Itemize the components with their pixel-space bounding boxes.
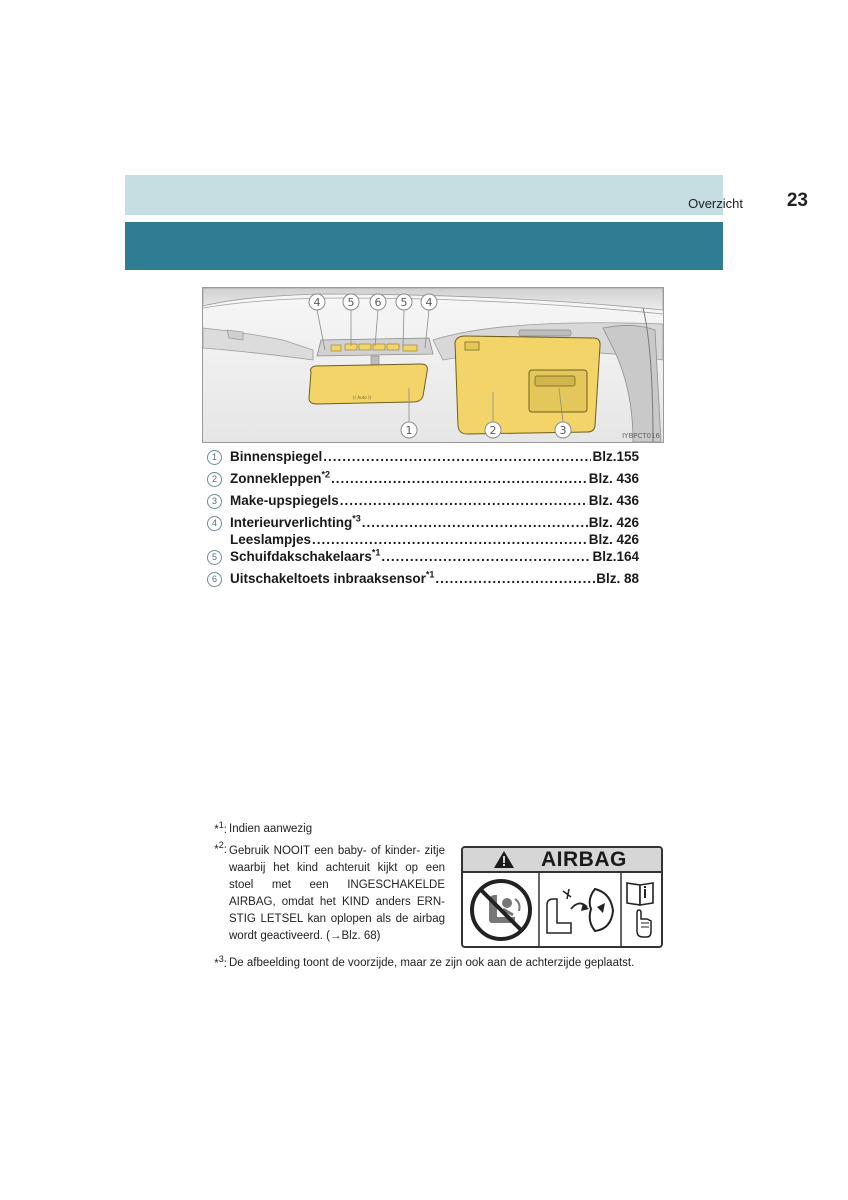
callout-3: 3 <box>559 424 567 437</box>
component-legend <box>207 446 639 590</box>
legend-item <box>207 468 639 490</box>
footnote-mark: *$^1$: <box>214 820 227 836</box>
header-section-title: Overzicht <box>688 196 743 211</box>
footnote-mark: *$^3$: <box>214 954 227 970</box>
legend-footnote-ref: *2 <box>321 469 331 480</box>
leader-dots <box>323 446 591 468</box>
airbag-label-body <box>463 873 661 946</box>
airbag-deploy-seat-icon <box>547 889 613 933</box>
page-reference[interactable]: Blz. 426 <box>588 532 639 547</box>
footnote-text: Gebruik NOOIT een baby- of kinder- zitje waarbij het kind achteruit kijkt op een stoel met een INGESCHAKELDE AIRBAG, omdat het KIND anders ERN- STIG LETSEL kan oplopen als de airbag wordt geactiveerd. (→Blz. 68) <box>229 845 445 942</box>
callout-1: 1 <box>405 424 413 437</box>
page-number: 23 <box>786 190 808 211</box>
airbag-label-pictograms <box>463 873 661 946</box>
legend-number: 4 <box>207 516 222 531</box>
legend-label: Zonnekleppen <box>230 471 322 486</box>
read-manual-book-icon <box>627 883 653 937</box>
legend-number: 3 <box>207 494 222 509</box>
page-reference[interactable]: Blz.164 <box>592 549 639 564</box>
legend-number: 5 <box>207 550 222 565</box>
legend-number: 1 <box>207 450 222 465</box>
svg-text:(( Auto )): (( Auto )) <box>353 395 372 400</box>
footnote-mark: *$^2$: <box>214 840 227 856</box>
page-reference[interactable]: Blz. 88 <box>596 571 639 586</box>
legend-label: Leeslampjes <box>230 532 312 547</box>
page-reference[interactable]: Blz.155 <box>592 449 639 464</box>
leader-dots <box>381 546 591 568</box>
page-reference[interactable]: Blz. 436 <box>588 471 639 486</box>
header-bar <box>125 175 723 215</box>
airbag-label-header <box>463 848 661 873</box>
leader-dots <box>340 490 588 512</box>
airbag-label-word: AIRBAG <box>541 848 627 871</box>
legend-item <box>207 568 639 590</box>
legend-item <box>207 529 639 546</box>
warning-triangle-icon <box>491 848 517 871</box>
legend-number: 2 <box>207 472 222 487</box>
illustration-drawing <box>203 288 663 442</box>
no-rear-facing-child-seat-icon <box>472 881 530 939</box>
page-reference[interactable]: Blz. 426 <box>588 515 639 530</box>
legend-footnote-ref: *1 <box>425 569 435 580</box>
airbag-warning-label <box>461 846 663 948</box>
page-reference[interactable]: Blz. 436 <box>588 493 639 508</box>
footnote-text: Indien aanwezig <box>229 823 313 835</box>
legend-label: Schuifdakschakelaars <box>230 549 372 564</box>
legend-label: Uitschakeltoets inbraaksensor <box>230 571 426 586</box>
legend-item <box>207 546 639 568</box>
image-code: IYBPCT016 <box>622 432 660 440</box>
legend-label: Binnenspiegel <box>230 449 323 464</box>
leader-dots <box>435 568 595 590</box>
title-bar <box>125 222 723 270</box>
overhead-console-illustration <box>202 287 664 443</box>
legend-label: Make-upspiegels <box>230 493 339 508</box>
leader-dots <box>331 468 588 490</box>
callout-2: 2 <box>489 424 497 437</box>
callout-4-left: 4 <box>313 296 321 309</box>
legend-footnote-ref: *1 <box>371 547 381 558</box>
callout-5-left: 5 <box>347 296 355 309</box>
callout-6: 6 <box>374 296 382 309</box>
legend-footnote-ref: *3 <box>352 513 361 524</box>
footnote-text: De afbeelding toont de voorzijde, maar ze zijn ook aan de achterzijde geplaatst. <box>229 957 635 969</box>
legend-item <box>207 490 639 512</box>
callout-5-right: 5 <box>400 296 408 309</box>
legend-label: Interieurverlichting <box>230 515 353 530</box>
legend-item <box>207 446 639 468</box>
legend-number: 6 <box>207 572 222 587</box>
callout-4-right: 4 <box>425 296 433 309</box>
